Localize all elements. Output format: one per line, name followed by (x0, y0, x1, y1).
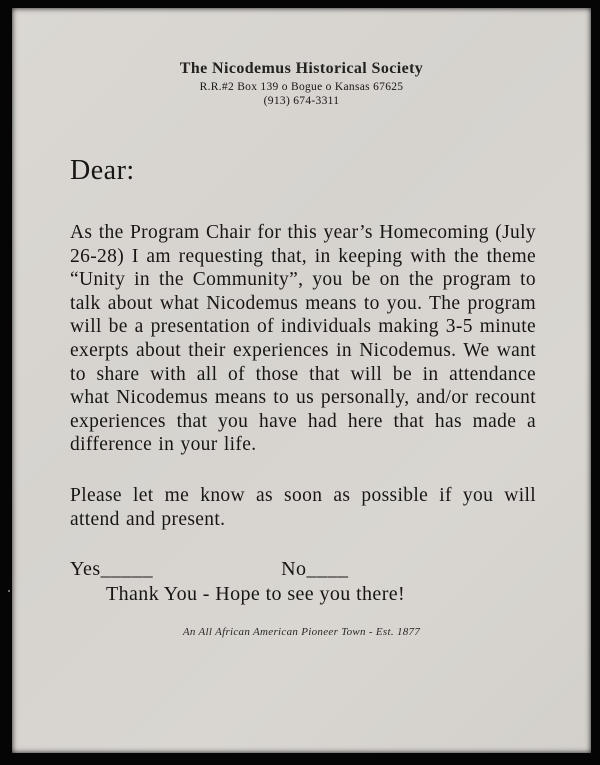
salutation: Dear: (70, 155, 135, 186)
yes-no-row (70, 558, 536, 581)
organization-name: The Nicodemus Historical Society (179, 60, 424, 77)
yes-blank: Yes_____ (70, 558, 154, 581)
organization-phone: (913) 674-3311 (263, 95, 340, 107)
organization-address: R.R.#2 Box 139 o Bogue o Kansas 67625 (199, 81, 404, 93)
letter-body (12, 155, 591, 606)
letterhead (12, 8, 591, 107)
letter-paper (12, 8, 591, 753)
dust-speck (8, 590, 10, 592)
main-paragraph: As the Program Chair for this year’s Homecoming (July 26-28) I am requesting that, in keeping with the theme “Unity in the Community”, you be on the program to talk about what Nicodemus means to you. The program will be a presentation of individuals making 3-5 minute exerpts about their experiences in Nicodemus. We want to share with all of those that will be in attendance what Nicodemus means to us personally, and/or recount experiences that you have had here that has made a difference in your life. (70, 222, 536, 456)
footer-motto: An All African American Pioneer Town - Est. 1877 (182, 626, 421, 639)
no-blank: No____ (281, 558, 349, 581)
thank-you-line: Thank You - Hope to see you there! (106, 583, 406, 606)
closing-paragraph: Please let me know as soon as possible if you will attend and present. (70, 484, 536, 530)
